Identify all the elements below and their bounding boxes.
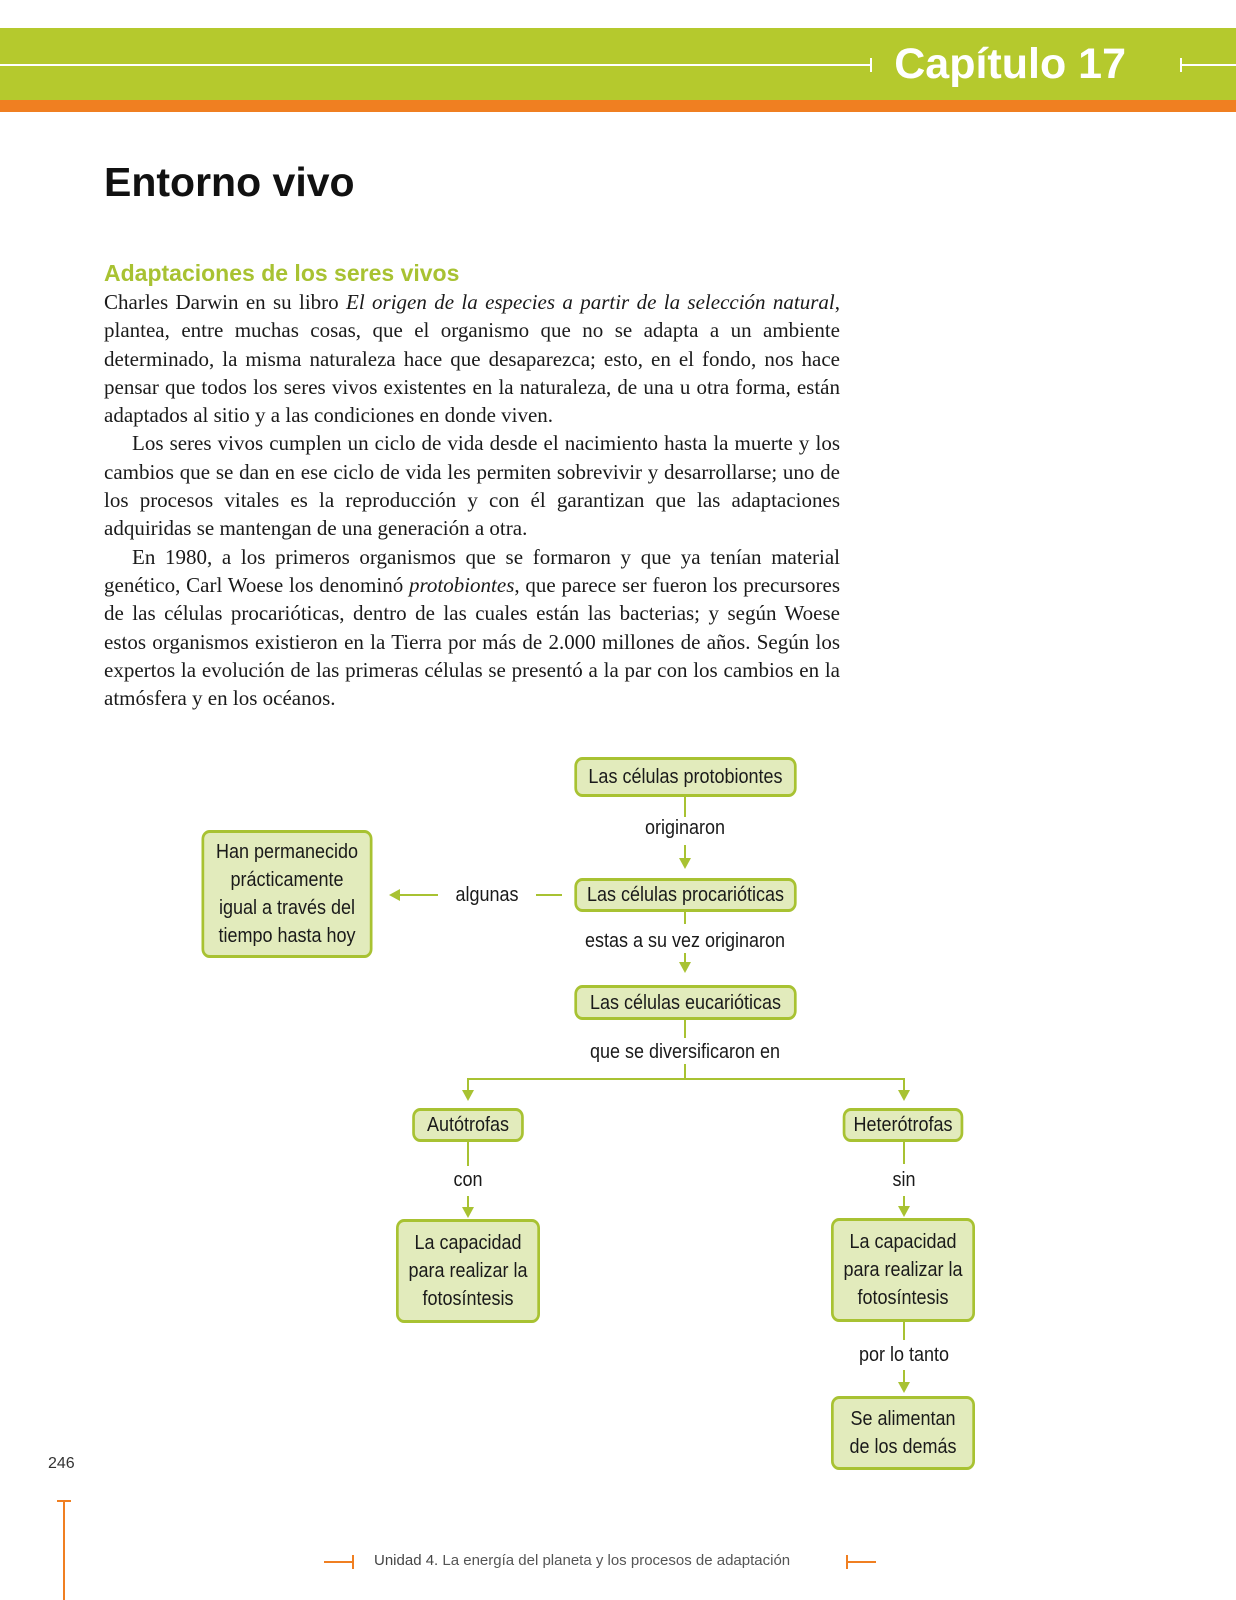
connector [684, 912, 686, 924]
footer-rule-tick-left [352, 1555, 354, 1569]
arrow-down-icon [679, 962, 691, 973]
paragraph-1-start: Charles Darwin en su libro [104, 290, 347, 314]
link-con: con [453, 1169, 483, 1191]
section-heading: Adaptaciones de los seres vivos [104, 260, 460, 286]
node-procarioticas: Las células procarióticas [574, 878, 796, 912]
paragraph-3-start: En 1980, a los primeros organismos que se formaron y que ya tenían material genético, Carl Woese los denominó [104, 544, 840, 597]
node-protobiontes: Las células protobiontes [574, 757, 796, 797]
node-eucarioticas: Las células eucarióticas [574, 985, 796, 1020]
node-capacidad-sin: La capacidad para realizar la fotosíntesis [831, 1218, 975, 1322]
connector [536, 894, 562, 896]
arrow-down-icon [462, 1207, 474, 1218]
arrow-down-icon [898, 1090, 910, 1101]
link-originaron: originaron [644, 817, 726, 839]
arrow-left-icon [389, 889, 400, 901]
link-algunas: algunas [455, 884, 519, 906]
link-diversificaron: que se diversificaron en [589, 1041, 781, 1063]
connector [684, 1064, 686, 1079]
connector [684, 1020, 686, 1038]
paragraph-3-end: , que parece ser fueron los precursores de las células procarióticas, dentro de las cuales están las bacterias; y según Woese estos organismos existieron en la Tierra por más de 2.000 millones de años. Según los expertos la evolución de las primeras células se presentó a la par con los cambios en la atmósfera y en los océanos. [104, 572, 840, 711]
link-sin: sin [892, 1169, 916, 1191]
paragraph-1-end: , plantea, entre muchas cosas, que el organismo que no se adapta a un ambiente determinado, la misma naturaleza hace que desaparezca; esto, en el fondo, nos hace pensar que todos los seres vivos existentes en la naturaleza, de una u otra forma, están adaptados al sitio y a las condiciones en donde viven. [104, 290, 840, 428]
connector [684, 797, 686, 817]
arrow-down-icon [462, 1090, 474, 1101]
connector [467, 1078, 905, 1080]
connector [903, 1142, 905, 1164]
node-alimentan: Se alimentan de los demás [831, 1396, 975, 1470]
connector [400, 894, 438, 896]
footer-unit [374, 1551, 790, 1571]
node-capacidad-con: La capacidad para realizar la fotosíntesis [396, 1219, 540, 1323]
link-por-lo-tanto: por lo tanto [858, 1344, 950, 1366]
connector [684, 845, 686, 859]
node-autotrofas: Autótrofas [412, 1108, 524, 1142]
page-number: 246 [48, 1455, 75, 1472]
margin-rule-tick [57, 1500, 71, 1502]
arrow-down-icon [679, 858, 691, 869]
footer-unit-label: Unidad 4. [374, 1552, 439, 1569]
node-permanecido: Han permanecido prácticamente igual a través del tiempo hasta hoy [202, 830, 373, 958]
footer-rule-left [324, 1561, 354, 1563]
margin-rule [63, 1500, 65, 1600]
footer-unit-title: La energía del planeta y los procesos de adaptación [438, 1552, 791, 1569]
chapter-title: Capítulo 17 [894, 40, 1126, 88]
connector [903, 1322, 905, 1340]
connector [467, 1142, 469, 1166]
link-estas: estas a su vez originaron [584, 930, 786, 952]
footer-rule-right [846, 1561, 876, 1563]
page-title: Entorno vivo [104, 159, 355, 205]
term-protobiontes: protobiontes [409, 572, 515, 597]
node-heterotrofas: Heterótrofas [843, 1108, 964, 1142]
paragraph-2: Los seres vivos cumplen un ciclo de vida desde el nacimiento hasta la muerte y los cambios que se dan en ese ciclo de vida les permiten sobrevivir y desarrollarse; uno de los procesos vitales es la reproducción y con él garantizan que las adaptaciones adquiridas se mantengan de una generación a otra. [104, 431, 840, 541]
arrow-down-icon [898, 1382, 910, 1393]
arrow-down-icon [898, 1206, 910, 1217]
book-title: El origen de la especies a partir de la selección natural [346, 290, 835, 314]
